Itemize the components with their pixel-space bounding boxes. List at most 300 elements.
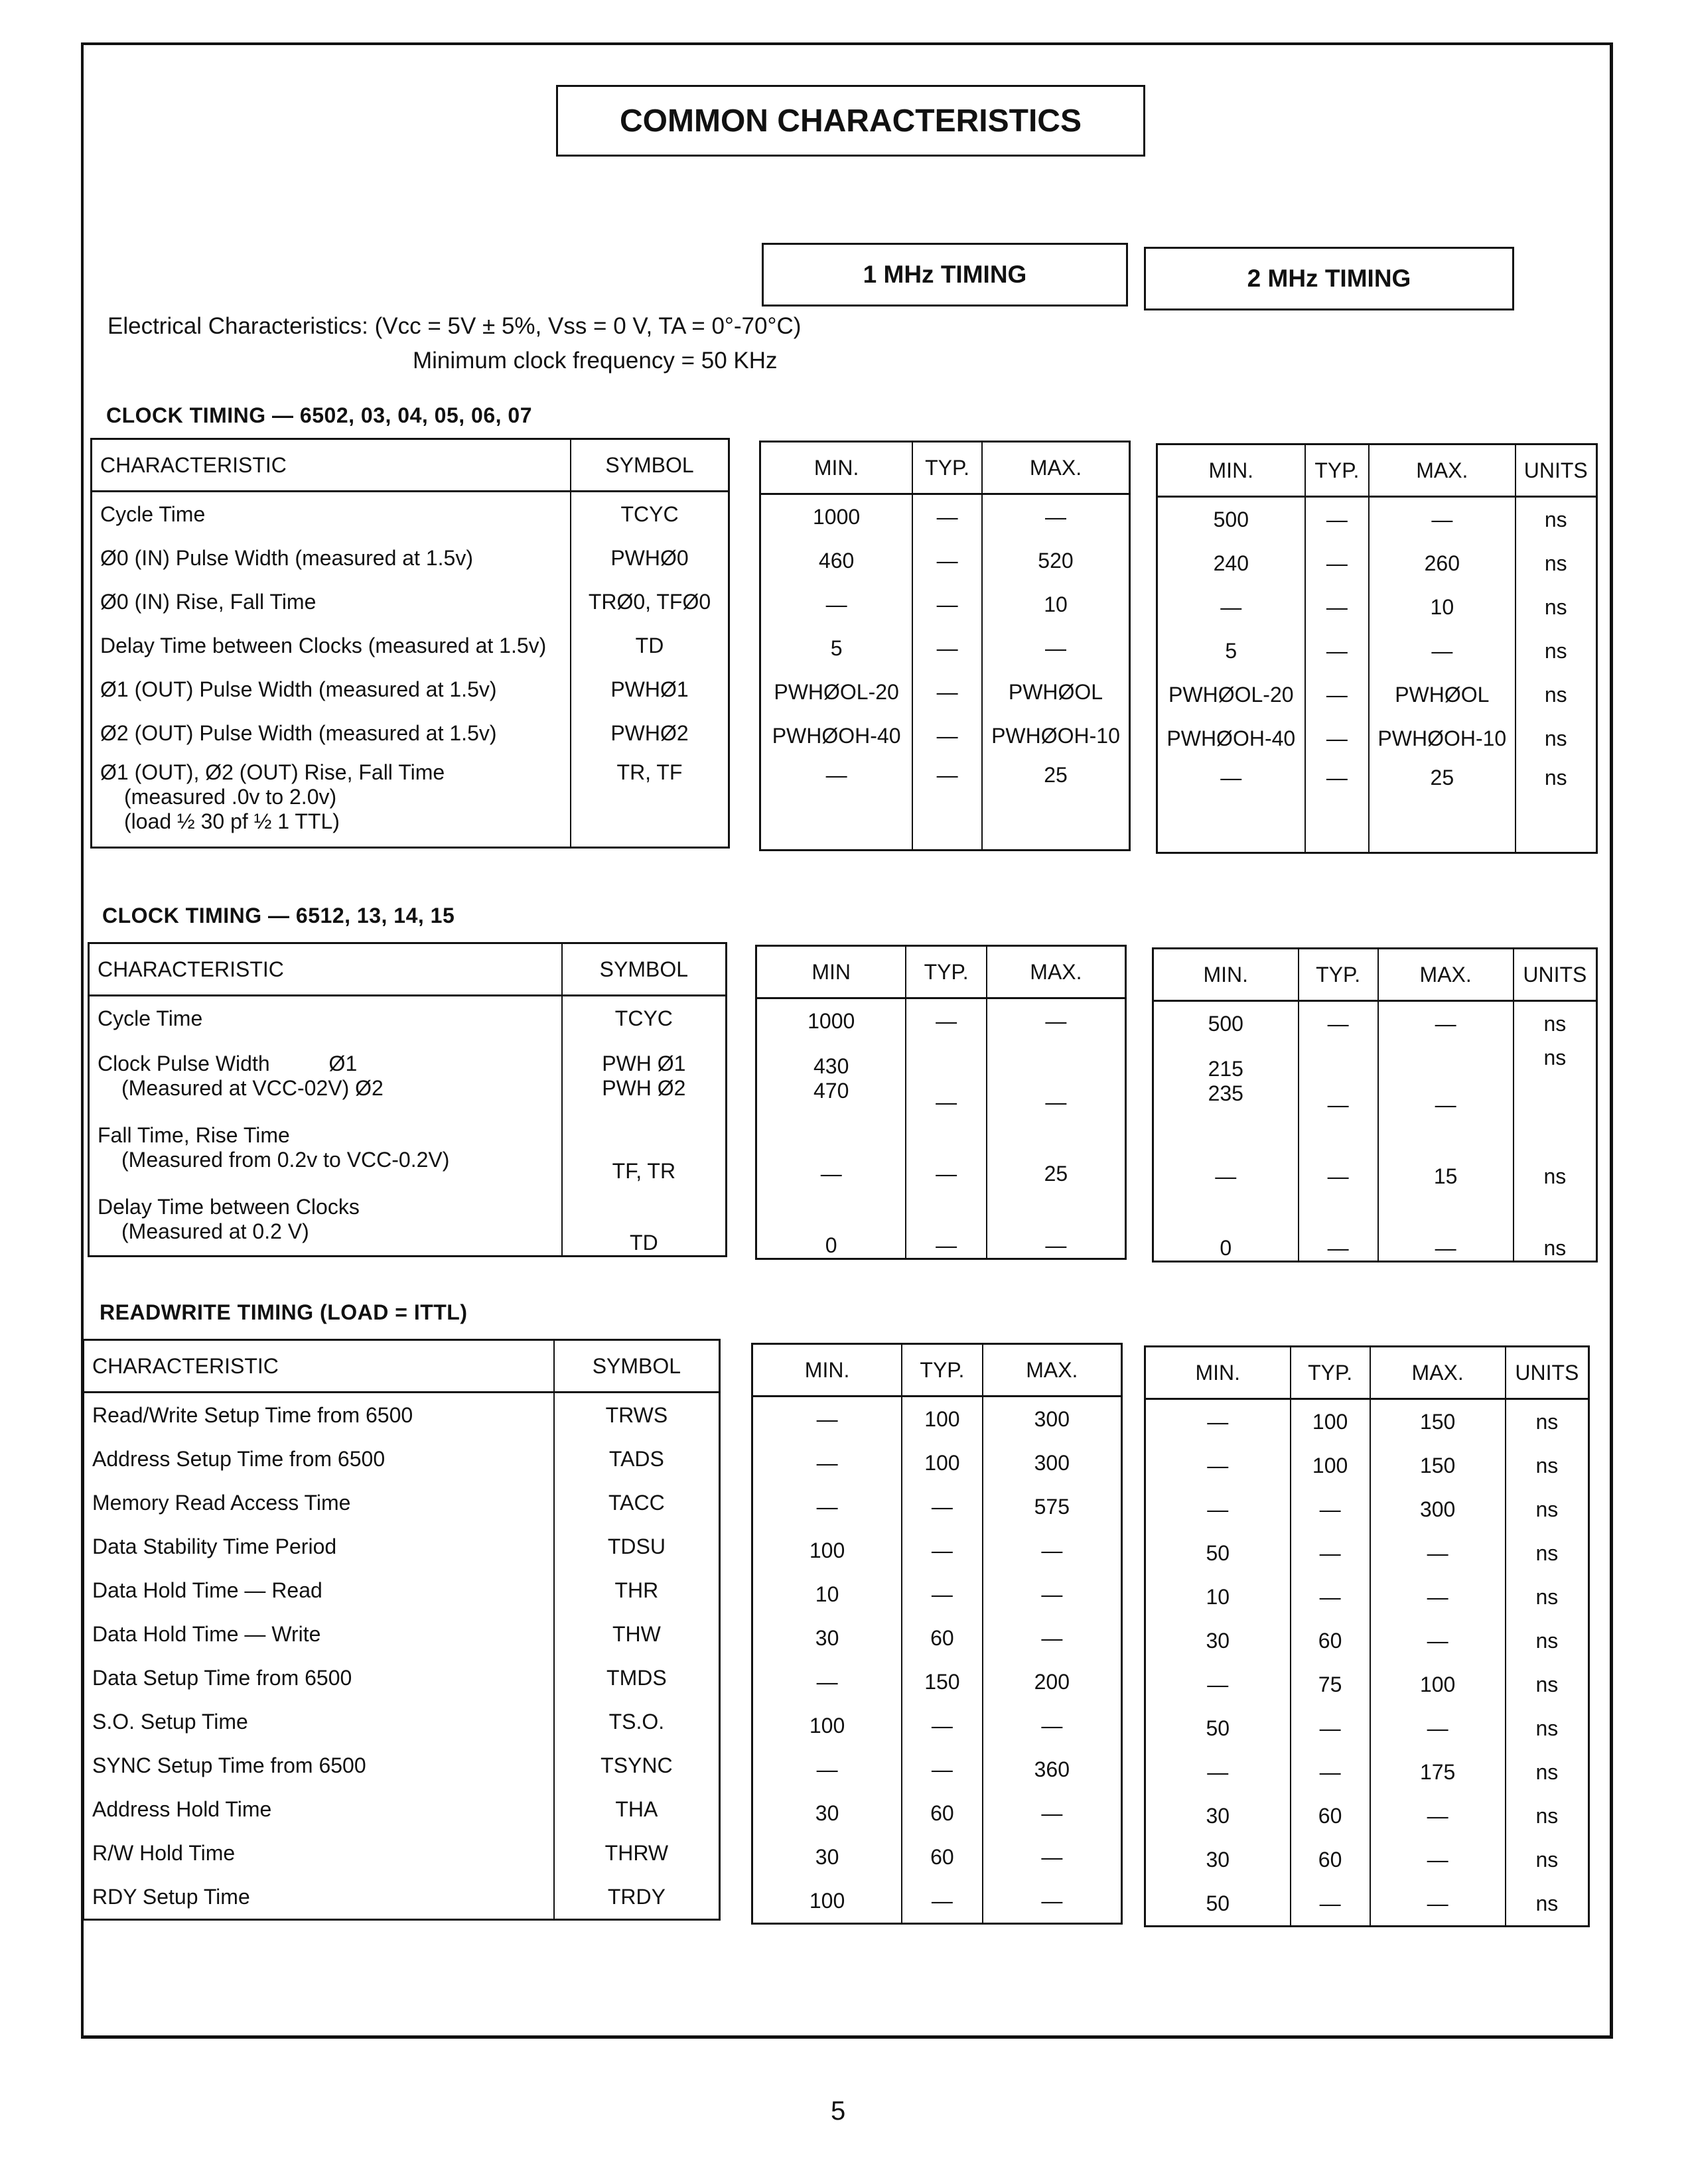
col-header-min: MIN. (760, 442, 913, 494)
characteristic-note: (load ½ 30 pf ½ 1 TTL) (124, 809, 340, 833)
symbol-line: PWH Ø2 (602, 1076, 686, 1100)
units-cell: ns (1516, 497, 1597, 542)
col-header-typ: TYP. (902, 1344, 982, 1397)
units-cell: ns (1506, 1399, 1589, 1444)
typ-cell: — (1291, 1750, 1370, 1794)
characteristic-cell: Cycle Time (100, 502, 206, 526)
symbol-cell: THRW (554, 1831, 720, 1875)
min-cell: 100 (809, 1888, 845, 1913)
typ-cell: 60 (1291, 1794, 1370, 1838)
min-cell: — (1207, 1453, 1229, 1477)
min-cell: PWHØOL-20 (774, 679, 899, 704)
typ-cell: — (1291, 1881, 1370, 1927)
max-cell: — (1378, 1046, 1514, 1117)
max-cell: 175 (1370, 1750, 1506, 1794)
typ-cell: 75 (1291, 1663, 1370, 1706)
min-cell: 50 (1206, 1540, 1230, 1565)
typ-cell: — (902, 1485, 982, 1529)
characteristic-cell: S.O. Setup Time (92, 1709, 248, 1734)
typ-cell: 60 (902, 1791, 982, 1835)
units-cell: ns (1516, 585, 1597, 629)
units-cell: ns (1506, 1706, 1589, 1750)
units-cell: ns (1506, 1794, 1589, 1838)
col-header-max: MAX. (1370, 1347, 1506, 1399)
symbol-cell: TR, TF (571, 755, 729, 848)
units-cell: ns (1514, 1117, 1597, 1189)
max-cell: 10 (982, 582, 1130, 626)
readwrite-timing-heading: READWRITE TIMING (LOAD = ITTL) (100, 1300, 468, 1324)
characteristic-cell: Delay Time between Clocks (measured at 1.5v) (100, 633, 547, 657)
typ-cell: — (906, 1186, 986, 1259)
units-cell: ns (1506, 1444, 1589, 1487)
characteristic-cell: Cycle Time (98, 1006, 203, 1030)
table-row (1145, 1838, 1589, 1881)
characteristic-note: (measured .0v to 2.0v) (124, 785, 337, 809)
min-cell: 50 (1206, 1891, 1230, 1915)
typ-cell: 100 (902, 1441, 982, 1485)
symbol-cell: TDSU (554, 1525, 720, 1568)
min-cell: — (1207, 1672, 1229, 1696)
table-row (760, 582, 1130, 626)
table-row (1145, 1706, 1589, 1750)
min-cell: 460 (818, 548, 855, 573)
typ-cell: — (902, 1529, 982, 1572)
table-row (752, 1791, 1122, 1835)
col-header-min: MIN. (1153, 949, 1299, 1001)
characteristic-line: Delay Time between Clocks (98, 1195, 360, 1219)
col-header-typ: TYP. (906, 946, 986, 998)
units-cell: ns (1506, 1750, 1589, 1794)
table-row (1153, 1001, 1597, 1046)
table-row (756, 1115, 1126, 1186)
col-header-max: MAX. (983, 1344, 1122, 1397)
min-cell: 500 (1213, 507, 1249, 531)
min-value: 430 (813, 1054, 849, 1078)
readwrite-characteristic-table (82, 1339, 721, 1921)
min-cell: — (1207, 1409, 1229, 1434)
typ-cell: 100 (1291, 1399, 1370, 1444)
typ-cell: — (902, 1747, 982, 1791)
max-cell: 300 (983, 1397, 1122, 1442)
min-cell: 30 (815, 1844, 839, 1869)
max-cell: 100 (1370, 1663, 1506, 1706)
table-row (1157, 760, 1597, 853)
readwrite-1mhz-table (751, 1343, 1123, 1925)
typ-cell: — (912, 758, 982, 851)
min-cell: PWHØOH-40 (772, 723, 901, 748)
col-header-max: MAX. (1378, 949, 1514, 1001)
col-header-characteristic: CHARACTERISTIC (92, 439, 571, 492)
min-cell: PWHØOH-40 (1166, 726, 1296, 750)
table-row (1157, 717, 1597, 760)
typ-cell: — (1299, 1046, 1378, 1117)
min-value: 235 (1208, 1081, 1243, 1105)
table-row (84, 1743, 720, 1787)
table-row (752, 1879, 1122, 1924)
table-row (760, 670, 1130, 714)
table-row (1157, 629, 1597, 673)
table-row (760, 758, 1130, 851)
typ-cell: — (912, 626, 982, 670)
characteristic-cell: Ø1 (OUT) Pulse Width (measured at 1.5v) (100, 677, 497, 701)
max-cell: — (1370, 1794, 1506, 1838)
typ-cell: — (1291, 1575, 1370, 1619)
units-cell: ns (1516, 629, 1597, 673)
page-title: COMMON CHARACTERISTICS (556, 85, 1145, 157)
typ-cell: — (902, 1704, 982, 1747)
table-row (1157, 673, 1597, 717)
max-cell: — (983, 1616, 1122, 1660)
units-cell: ns (1516, 717, 1597, 760)
typ-cell: — (906, 998, 986, 1044)
table-row (89, 1112, 727, 1184)
typ-cell: — (1305, 629, 1370, 673)
characteristic-cell: Data Setup Time from 6500 (92, 1665, 352, 1690)
table-row (1145, 1531, 1589, 1575)
col-header-max: MAX. (987, 946, 1126, 998)
table-row (752, 1485, 1122, 1529)
typ-cell: — (1299, 1001, 1378, 1046)
table-row (752, 1704, 1122, 1747)
table-row (752, 1616, 1122, 1660)
col-header-characteristic: CHARACTERISTIC (84, 1340, 554, 1393)
min-cell: — (1207, 1759, 1229, 1784)
max-cell: PWHØOL (1369, 673, 1515, 717)
max-cell: — (1370, 1531, 1506, 1575)
table-row (1157, 497, 1597, 542)
max-cell: — (1369, 629, 1515, 673)
table-row (89, 996, 727, 1041)
readwrite-2mhz-table (1144, 1345, 1590, 1927)
characteristic-cell: Data Hold Time — Read (92, 1578, 322, 1602)
typ-cell: — (1291, 1487, 1370, 1531)
symbol-cell: TCYC (571, 492, 729, 537)
table-row (92, 755, 729, 848)
min-cell: 30 (815, 1625, 839, 1650)
min-cell: — (1215, 1164, 1237, 1188)
max-cell: — (982, 494, 1130, 539)
min-clock-frequency-line: Minimum clock frequency = 50 KHz (413, 348, 778, 374)
max-cell: 575 (983, 1485, 1122, 1529)
typ-cell: 100 (902, 1397, 982, 1442)
symbol-cell: TSYNC (554, 1743, 720, 1787)
max-cell: 25 (987, 1115, 1126, 1186)
characteristic-note: (Measured at 0.2 V) (121, 1219, 309, 1243)
table-row (1153, 1117, 1597, 1189)
symbol-cell: TRØ0, TFØ0 (571, 580, 729, 624)
table-row (1157, 541, 1597, 585)
units-cell: ns (1506, 1663, 1589, 1706)
table-row (756, 1043, 1126, 1115)
max-cell: — (983, 1791, 1122, 1835)
units-cell: ns (1506, 1575, 1589, 1619)
units-cell: ns (1506, 1881, 1589, 1927)
units-cell: ns (1506, 1487, 1589, 1531)
symbol-cell: PWHØ0 (571, 536, 729, 580)
table-row (752, 1572, 1122, 1616)
typ-cell: — (1299, 1189, 1378, 1262)
table-row (92, 667, 729, 711)
table-row (92, 580, 729, 624)
typ-cell: — (906, 1115, 986, 1186)
min-cell: — (1220, 766, 1242, 789)
symbol-cell: THW (554, 1612, 720, 1656)
characteristic-cell: RDY Setup Time (92, 1884, 250, 1909)
typ-cell: — (1291, 1706, 1370, 1750)
symbol-cell: TADS (554, 1437, 720, 1481)
max-cell: 200 (983, 1660, 1122, 1704)
min-cell: — (825, 592, 847, 616)
characteristic-cell: Data Hold Time — Write (92, 1621, 321, 1646)
max-cell: PWHØOL (982, 670, 1130, 714)
min-value: 470 (813, 1079, 849, 1103)
max-cell: — (983, 1529, 1122, 1572)
table-row (84, 1656, 720, 1700)
min-cell: 30 (1206, 1847, 1230, 1872)
col-header-min: MIN (756, 946, 906, 998)
typ-cell: — (1299, 1117, 1378, 1189)
table-row (84, 1700, 720, 1743)
table-row (89, 1184, 727, 1257)
units-cell: ns (1506, 1838, 1589, 1881)
max-cell: — (983, 1879, 1122, 1924)
min-cell: 10 (815, 1582, 839, 1606)
characteristic-cell: R/W Hold Time (92, 1840, 236, 1865)
min-cell: 100 (809, 1713, 845, 1738)
max-cell: — (983, 1572, 1122, 1616)
symbol-cell: TF, TR (562, 1112, 727, 1184)
typ-cell: 100 (1291, 1444, 1370, 1487)
min-cell: PWHØOL-20 (1168, 682, 1294, 707)
table-row (1145, 1794, 1589, 1838)
min-cell: 5 (830, 636, 843, 660)
max-cell: 150 (1370, 1399, 1506, 1444)
characteristic-line: Fall Time, Rise Time (98, 1123, 290, 1147)
min-cell: 10 (1206, 1584, 1230, 1609)
typ-cell: 150 (902, 1660, 982, 1704)
table-row (1145, 1881, 1589, 1927)
min-cell (756, 1043, 906, 1115)
table-row (84, 1393, 720, 1438)
max-cell: — (1369, 497, 1515, 542)
max-cell: — (987, 998, 1126, 1044)
max-cell: 360 (983, 1747, 1122, 1791)
typ-cell: 60 (902, 1616, 982, 1660)
table-row (84, 1437, 720, 1481)
table-row (1145, 1575, 1589, 1619)
min-cell: — (1207, 1497, 1229, 1521)
characteristic-note: (Measured at VCC-02V) Ø2 (121, 1076, 384, 1100)
symbol-cell: PWHØ1 (571, 667, 729, 711)
max-cell: — (1378, 1001, 1514, 1046)
symbol-cell: TD (562, 1184, 727, 1257)
min-cell: 0 (1220, 1236, 1232, 1260)
max-cell: 300 (983, 1441, 1122, 1485)
symbol-cell (562, 1040, 727, 1112)
max-cell: 260 (1369, 541, 1515, 585)
table-row (760, 494, 1130, 539)
col-header-characteristic: CHARACTERISTIC (89, 943, 562, 996)
timing-2mhz-header: 2 MHz TIMING (1144, 247, 1514, 310)
symbol-cell: TRDY (554, 1875, 720, 1920)
typ-cell: — (912, 494, 982, 539)
typ-cell: — (906, 1043, 986, 1115)
col-header-symbol: SYMBOL (562, 943, 727, 996)
characteristic-cell: Address Hold Time (92, 1797, 272, 1821)
table-row (92, 536, 729, 580)
max-cell: 10 (1369, 585, 1515, 629)
max-cell: 300 (1370, 1487, 1506, 1531)
max-cell: — (983, 1704, 1122, 1747)
typ-cell: 60 (1291, 1838, 1370, 1881)
min-cell: — (816, 1406, 838, 1431)
typ-cell: — (1305, 673, 1370, 717)
table-row (752, 1660, 1122, 1704)
characteristic-cell: Data Stability Time Period (92, 1534, 337, 1558)
units-cell: ns (1516, 760, 1597, 853)
symbol-cell: TCYC (562, 996, 727, 1041)
clock-6502-1mhz-table (759, 441, 1131, 851)
col-header-max: MAX. (982, 442, 1130, 494)
characteristic-cell: Address Setup Time from 6500 (92, 1446, 386, 1471)
min-cell: 5 (1225, 638, 1237, 663)
min-cell: — (820, 1162, 842, 1186)
col-header-typ: TYP. (1291, 1347, 1370, 1399)
characteristic-cell (89, 1184, 562, 1257)
clock-6502-2mhz-table (1156, 443, 1598, 854)
characteristic-cell (89, 1112, 562, 1184)
symbol-cell: TMDS (554, 1656, 720, 1700)
characteristic-cell: Memory Read Access Time (92, 1490, 351, 1515)
table-row (1145, 1663, 1589, 1706)
max-cell: 150 (1370, 1444, 1506, 1487)
table-row (752, 1397, 1122, 1442)
min-cell: 240 (1213, 551, 1249, 575)
table-row (84, 1831, 720, 1875)
characteristic-line: Ø1 (OUT), Ø2 (OUT) Rise, Fall Time (100, 760, 445, 784)
table-row (760, 539, 1130, 582)
min-cell: — (1220, 594, 1242, 619)
max-cell: — (1370, 1881, 1506, 1927)
clock-6512-2mhz-table (1152, 947, 1598, 1263)
col-header-max: MAX. (1369, 444, 1515, 497)
clock-timing-6502-heading: CLOCK TIMING — 6502, 03, 04, 05, 06, 07 (106, 403, 532, 427)
typ-cell: — (912, 670, 982, 714)
min-cell (1153, 1046, 1299, 1117)
electrical-characteristics-line: Electrical Characteristics: (Vcc = 5V ± 5%, Vss = 0 V, TA = 0°-70°C) (107, 313, 802, 339)
table-row (1145, 1399, 1589, 1444)
characteristic-cell (92, 755, 571, 848)
characteristic-cell: SYNC Setup Time from 6500 (92, 1753, 366, 1777)
table-row (752, 1747, 1122, 1791)
characteristic-cell (89, 1040, 562, 1112)
table-row (84, 1568, 720, 1612)
table-row (1145, 1444, 1589, 1487)
min-cell: 1000 (812, 504, 861, 529)
clock-6512-1mhz-table (755, 945, 1127, 1260)
table-row (84, 1875, 720, 1920)
max-cell: — (982, 626, 1130, 670)
table-row (1145, 1750, 1589, 1794)
units-cell: ns (1516, 541, 1597, 585)
table-row (1157, 585, 1597, 629)
max-cell: 25 (1369, 760, 1515, 853)
typ-cell: — (912, 539, 982, 582)
typ-cell: — (1291, 1531, 1370, 1575)
typ-cell: — (1305, 585, 1370, 629)
max-cell: — (1370, 1838, 1506, 1881)
table-row (760, 714, 1130, 758)
characteristic-cell: Read/Write Setup Time from 6500 (92, 1402, 413, 1427)
max-cell: PWHØOH-10 (1369, 717, 1515, 760)
units-cell: ns (1506, 1531, 1589, 1575)
col-header-units: UNITS (1506, 1347, 1589, 1399)
table-row (92, 711, 729, 755)
characteristic-note: (Measured from 0.2v to VCC-0.2V) (121, 1148, 450, 1172)
col-header-typ: TYP. (912, 442, 982, 494)
min-cell: — (816, 1450, 838, 1475)
col-header-units: UNITS (1514, 949, 1597, 1001)
table-row (752, 1441, 1122, 1485)
col-header-min: MIN. (752, 1344, 902, 1397)
typ-cell: 60 (1291, 1619, 1370, 1663)
table-row (1153, 1189, 1597, 1262)
table-row (92, 492, 729, 537)
symbol-cell: PWHØ2 (571, 711, 729, 755)
units-cell: ns (1514, 1189, 1597, 1262)
max-cell: — (987, 1186, 1126, 1259)
units-cell: ns (1514, 1046, 1597, 1117)
min-cell: 30 (1206, 1628, 1230, 1653)
symbol-cell: TD (571, 624, 729, 667)
table-row (84, 1612, 720, 1656)
symbol-cell: TS.O. (554, 1700, 720, 1743)
typ-cell: — (912, 714, 982, 758)
symbol-cell: THR (554, 1568, 720, 1612)
clock-6502-characteristic-table (90, 438, 730, 849)
table-row (1145, 1487, 1589, 1531)
max-cell: — (1370, 1619, 1506, 1663)
min-cell: 500 (1208, 1011, 1243, 1036)
min-cell: 100 (809, 1538, 845, 1562)
max-cell: 520 (982, 539, 1130, 582)
table-row (89, 1040, 727, 1112)
typ-cell: 60 (902, 1835, 982, 1879)
typ-cell: — (902, 1572, 982, 1616)
col-header-min: MIN. (1145, 1347, 1291, 1399)
table-row (92, 624, 729, 667)
table-row (84, 1787, 720, 1831)
min-cell: — (816, 1669, 838, 1694)
table-row (752, 1529, 1122, 1572)
characteristic-cell: Ø2 (OUT) Pulse Width (measured at 1.5v) (100, 720, 497, 745)
max-cell: PWHØOH-10 (982, 714, 1130, 758)
min-cell: — (825, 763, 847, 787)
min-cell: 1000 (808, 1008, 855, 1033)
min-cell: 0 (825, 1233, 837, 1257)
characteristic-line: Clock Pulse Width Ø1 (98, 1052, 358, 1075)
table-row (84, 1525, 720, 1568)
table-row (752, 1835, 1122, 1879)
symbol-cell: TRWS (554, 1393, 720, 1438)
col-header-typ: TYP. (1305, 444, 1370, 497)
col-header-symbol: SYMBOL (571, 439, 729, 492)
symbol-line: PWH Ø1 (602, 1052, 686, 1075)
col-header-min: MIN. (1157, 444, 1305, 497)
units-cell: ns (1514, 1001, 1597, 1046)
min-value: 215 (1208, 1057, 1243, 1081)
min-cell: — (816, 1757, 838, 1781)
